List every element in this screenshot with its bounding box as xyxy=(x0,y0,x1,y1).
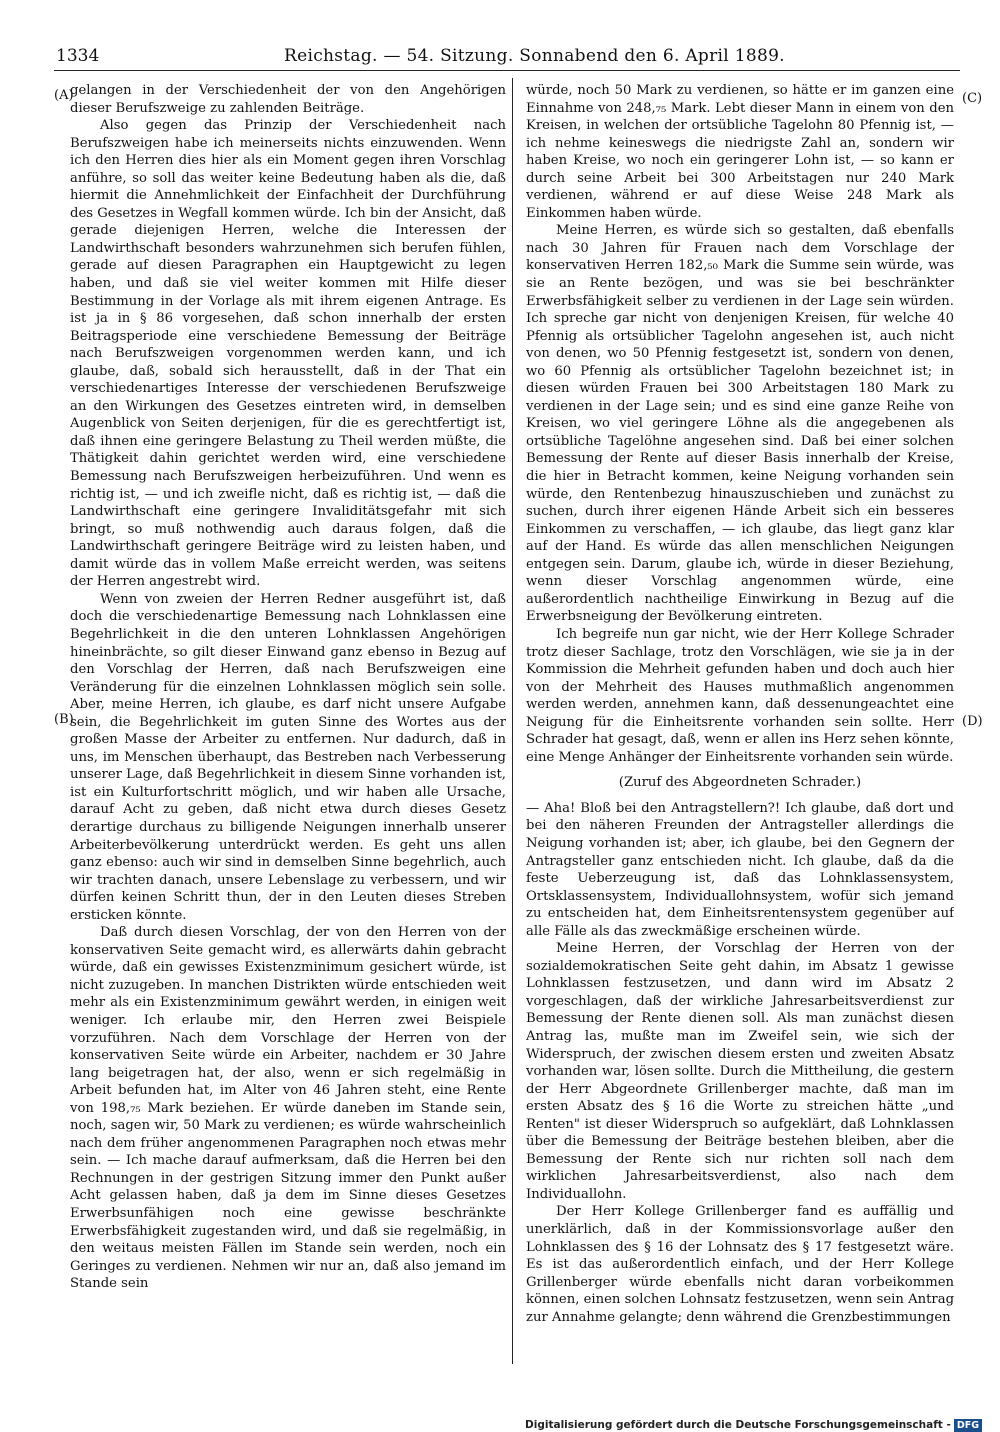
page-number: 1334 xyxy=(56,46,100,66)
paragraph: Der Herr Kollege Grillenberger fand es auffällig und unerklärlich, daß in der Kommissionsvorlage außer den Lohnklassen des § 16 der Lohnsatz des § 17 festgesetzt wäre. Es ist das außerordentlich einfach, und der Herr Kollege Grillenberger würde ebenfalls nicht daran vorbeikommen können, einen solchen Lohnsatz festzusetzen, wenn sein Antrag zur Annahme gelangte; denn während die Grenzbestimmungen xyxy=(526,1204,954,1325)
dfg-logo: DFG xyxy=(954,1419,982,1432)
left-column xyxy=(70,82,506,1366)
paragraph: gelangen in der Verschiedenheit der von den Angehörigen dieser Berufszweige zu zahlenden Beiträge. xyxy=(70,83,506,116)
paragraph: Also gegen das Prinzip der Verschiedenheit nach Berufszweigen habe ich meinerseits nichts einzuwenden. Wenn ich den Herren dies hier als ein Moment gegen ihren Vorschlag anführe, so soll das weiter keine Bedeutung haben als die, daß hiermit die Annehmlichkeit der Einfachheit der Durchführung des Gesetzes in Wegfall kommen würde. Ich bin der Ansicht, daß gerade diejenigen Herren, welche die Interessen der Landwirthschaft besonders wahrzunehmen sich berufen fühlen, gerade auf diesen Paragraphen ein Hauptgewicht zu legen haben, und daß sie viel weiter kommen mit Hilfe dieser Bestimmung in der Vorlage als mit ihrem eigenen Antrage. Es ist ja in § 86 vorgesehen, daß schon innerhalb der ersten Beitragsperiode eine verschiedene Bemessung der Beiträge nach Berufszweigen vorgenommen werden kann, und ich glaube, daß, sobald sich herausstellt, daß in der That ein verschiedenartiges Interesse der verschiedenen Berufszweige an den Wirkungen des Gesetzes eintreten wird, in demselben Augenblick von Seiten derjenigen, für die es gerechtfertigt ist, daß ihnen eine geringere Belastung zu Theil werden müßte, die Thätigkeit dahin gerichtet werden wird, eine verschiedene Bemessung nach Berufszweigen herbeizuführen. Und wenn es richtig ist, — und ich zweifle nicht, daß es richtig ist, — daß die Landwirthschaft eine geringere Invaliditätsgefahr mit sich bringt, so muß nothwendig auch daraus folgen, daß die Landwirthschaft geringere Beiträge wird zu leisten haben, und damit würde das in vollem Maße erreicht werden, was seitens der Herren angestrebt wird. xyxy=(70,118,506,590)
paragraph: — Aha! Bloß bei den Antragstellern?! Ich glaube, daß dort und bei den näheren Freunden der Antragsteller allerdings die Neigung vorhanden ist; aber, ich glaube, bei den Gegnern der Antragsteller ganz entschieden nicht. Ich glaube, daß da die feste Ueberzeugung ist, daß das Lohnklassensystem, Ortsklassensystem, Individuallohnsystem, wofür sich jemand zu entscheiden hat, dem Einheitsrentensystem gegenüber auf alle Fälle als das zweckmäßige erscheinen würde. xyxy=(526,800,954,939)
margin-marker-b: (B) xyxy=(54,712,74,727)
running-title: Reichstag. — 54. Sitzung. Sonnabend den 6. April 1889. xyxy=(284,46,785,66)
paragraph: Daß durch diesen Vorschlag, der von den Herren von der konservativen Seite gemacht wird, es allerwärts dahin gebracht würde, daß ein gewisses Existenzminimum gesichert würde, ist nicht zuzugeben. In manchen Distrikten würde entschieden weit mehr als ein Existenzminimum gewährt werden, in einigen weit weniger. Ich erlaube mir, den Herren zwei Beispiele vorzuführen. Nach dem Vorschlage der Herren von der konservativen Seite würde ein Arbeiter, nachdem er 30 Jahre lang beigetragen hat, der also, wenn er sich regelmäßig in Arbeit befunden hat, im Alter von 46 Jahren steht, eine Rente von 198,₇₅ Mark beziehen. Er würde daneben im Stande sein, noch, sagen wir, 50 Mark zu verdienen; es würde wahrscheinlich nach dem früher angenommenen Paragraphen noch etwas mehr sein. — Ich mache darauf aufmerksam, daß die Herren bei den Rechnungen in der gestrigen Sitzung immer den Punkt außer Acht gelassen haben, daß ja dem im Sinne dieses Gesetzes Erwerbsunfähigen noch eine gewisse beschränkte Erwerbsfähigkeit zugestanden wird, und daß sie regelmäßig, in den weitaus meisten Fällen im Stande sein werden, noch ein Geringes zu verdienen. Nehmen wir nur an, daß also jemand im Stande sein xyxy=(70,925,506,1292)
paragraph: würde, noch 50 Mark zu verdienen, so hätte er im ganzen eine Einnahme von 248,₇₅ Mark. Lebt dieser Mann in einem von den Kreisen, in welchen der ortsübliche Tagelohn 80 Pfennig ist, — ich nehme keineswegs die niedrigste Zahl an, sondern wir haben Kreise, wo noch ein geringerer Lohn ist, — so kann er durch seine Arbeit bei 300 Arbeitstagen nur 240 Mark verdienen, während er auf diese Weise 248 Mark als Einkommen haben würde. xyxy=(526,83,954,221)
right-column xyxy=(526,82,954,1366)
paragraph: Meine Herren, der Vorschlag der Herren von der sozialdemokratischen Seite geht dahin, im Absatz 1 gewisse Lohnklassen festzusetzen, und dann wird im Absatz 2 vorgeschlagen, daß der wirkliche Jahresarbeitsverdienst zur Bemessung der Rente dienen soll. Als man zunächst diesen Antrag las, mußte man im Zweifel sein, wie sich der Widerspruch, der zwischen diesem ersten und zweiten Absatz vorhanden war, lösen sollte. Durch die Mittheilung, die gestern der Herr Abgeordnete Grillenberger machte, daß man im ersten Absatz des § 16 die Worte zu streichen hätte „und Renten" ist dieser Widerspruch so aufgeklärt, daß Lohnklassen über die Bemessung der Beiträge bestehen bleiben, aber die Bemessung der Rente sich nur richten soll nach dem wirklichen Jahresarbeitsverdienst, also nach dem Individuallohn. xyxy=(526,941,954,1202)
header-rule xyxy=(54,70,960,71)
page-header xyxy=(56,44,960,68)
interjection: (Zuruf des Abgeordneten Schrader.) xyxy=(618,775,862,791)
paragraph: Wenn von zweien der Herren Redner ausgeführt ist, daß doch die verschiedenartige Bemessung nach Lohnklassen eine Begehrlichkeit in die den unteren Lohnklassen Angehörigen hineinbrächte, so gilt dieser Einwand ganz ebenso in Bezug auf den Vorschlag der Herren, daß nach Berufszweigen eine Veränderung für die einzelnen Lohnklassen möglich sein solle. Aber, meine Herren, ich glaube, es darf nicht unsere Aufgabe sein, die Begehrlichkeit im guten Sinne des Wortes aus der großen Masse der Arbeiter zu entfernen. Nur dadurch, daß in uns, im Menschen überhaupt, das Bestreben nach Verbesserung unserer Lage, daß Begehrlichkeit in diesem Sinne vorhanden ist, ist ein Kulturfortschritt möglich, und wir haben alle Ursache, darauf Acht zu geben, daß nicht etwa durch dieses Gesetz derartige durchaus zu billigende Neigungen innerhalb unserer Arbeiterbevölkerung unterdrückt werden. Es geht uns allen ganz ebenso: auch wir sind in demselben Sinne begehrlich, auch wir trachten danach, unsere Lebenslage zu verbessern, und wir dürfen keinen Schritt thun, der in den Leuten dieses Streben ersticken könnte. xyxy=(70,591,506,923)
digitization-credit xyxy=(525,1418,982,1432)
margin-marker-c: (C) xyxy=(962,91,983,106)
credit-text: Digitalisierung gefördert durch die Deutsche Forschungsgemeinschaft - xyxy=(525,1419,951,1431)
paragraph: Meine Herren, es würde sich so gestalten, daß ebenfalls nach 30 Jahren für Frauen nach dem Vorschlage der konservativen Herren 182,₅₀ Mark die Summe sein würde, was sie an Rente bezögen, und was sie bei beschränkter Erwerbsfähigkeit selber zu verdienen in der Lage sein würden. Ich spreche gar nicht von denjenigen Kreisen, für welche 40 Pfennig als ortsüblicher Tagelohn angesehen ist, auch nicht von denen, wo 50 Pfennig festgesetzt ist, sondern von denen, wo 60 Pfennig als ortsüblicher Tagelohn bezeichnet ist; in diesen würden Frauen bei 300 Arbeitstagen 180 Mark zu verdienen in der Lage sein; und es sind eine ganze Reihe von Kreisen, wo viel geringere Löhne als die angegebenen als ortsübliche Tagelöhne angesehen sind. Daß bei einer solchen Bemessung der Rente auf dieser Basis innerhalb der Kreise, die hier in Betracht kommen, keine Neigung vorhanden sein würde, den Rentenbezug hinauszuschieben und zunächst zu suchen, durch ihrer eigenen Hände Arbeit sich ein besseres Einkommen zu verschaffen, — ich glaube, das liegt ganz klar auf der Hand. Es würde das allen menschlichen Neigungen entgegen sein. Darum, glaube ich, würde in dieser Beziehung, wenn dieser Vorschlag angenommen würde, eine außerordentlich nachtheilige Einwirkung in Bezug auf die Erwerbsneigung der Bevölkerung eintreten. xyxy=(526,223,954,625)
margin-marker-d: (D) xyxy=(962,714,983,729)
column-divider xyxy=(512,78,513,1364)
margin-marker-a: (A) xyxy=(54,88,74,103)
paragraph: Ich begreife nun gar nicht, wie der Herr Kollege Schrader trotz dieser Sachlage, trotz den Vorschlägen, wie sie ja in der Kommission die Mehrheit gefunden haben und doch auch hier von der Mehrheit des Hauses muthmaßlich angenommen werden werden, annehmen kann, daß dessenungeachtet eine Neigung für die Einheitsrente vorhanden sein sollte. Herr Schrader hat gesagt, daß, wenn er allen ins Herz sehen könnte, eine Menge Anhänger der Einheitsrente vorhanden sein würde. xyxy=(526,626,954,765)
